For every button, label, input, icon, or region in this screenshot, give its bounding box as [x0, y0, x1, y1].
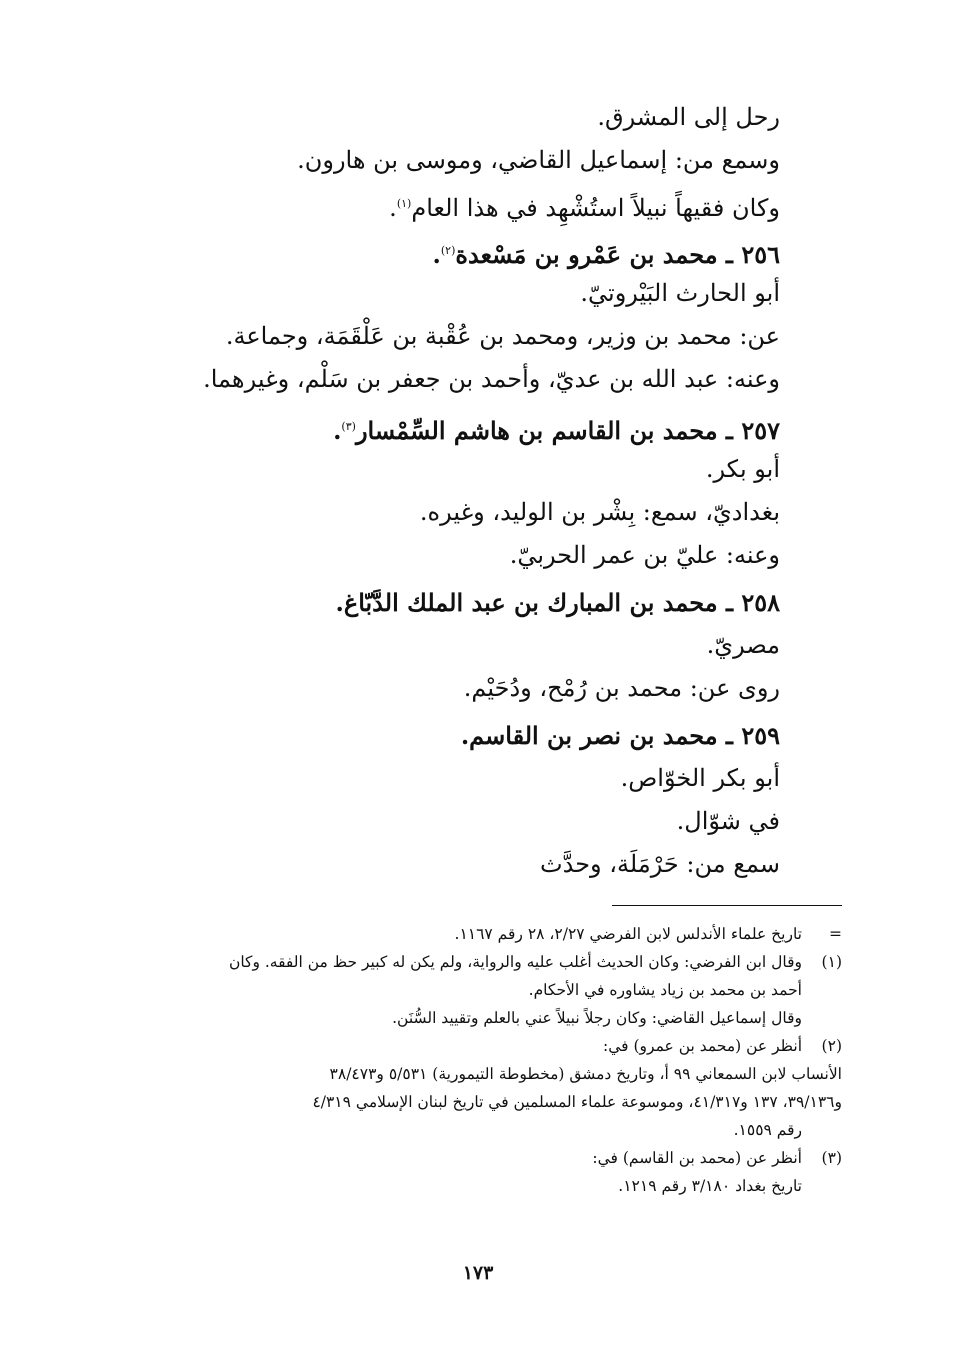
footnote-divider — [612, 905, 842, 906]
entry-heading: ٢٥٩ ـ محمد بن نصر بن القاسم. — [460, 721, 780, 750]
footnote-marker: (٢) — [821, 1037, 842, 1055]
text-line: في شوّال. — [676, 807, 780, 835]
footnote-line: الأنساب لابن السمعاني ٩٩ أ، وتاريخ دمشق (مخطوطة التيمورية) ٥/٥٣١ و٣٨/٤٧٣ — [329, 1065, 842, 1083]
text-span: . — [389, 194, 397, 222]
text-line — [180, 182, 780, 225]
footnote-2 — [122, 1032, 842, 1144]
footnote-1 — [122, 948, 842, 1032]
text-line: سمع من: حَرْمَلَة، وحدَّث — [540, 850, 780, 878]
footnote-line: و٣٩/١٣٦، ١٣٧ و٤١/٣١٧، وموسوعة علماء المسلمين في تاريخ لبنان الإسلامي ٤/٣١٩ — [312, 1093, 842, 1111]
footnote-body — [122, 1144, 802, 1200]
text-line: بغداديّ، سمع: بِشْر بن الوليد، وغيره. — [419, 498, 780, 526]
footnote-line: تاريخ علماء الأندلس لابن الفرضي ٢/٢٧، ٢٨ رقم ١١٦٧. — [454, 925, 802, 943]
text-line: أبو بكر الخوّاص. — [620, 764, 780, 792]
text-line: عن: محمد بن وزير، ومحمد بن عُقْبة بن عَلْقَمَة، وجماعة. — [225, 322, 780, 350]
main-text — [180, 96, 780, 886]
footnote-marker: (٣) — [821, 1149, 842, 1167]
text-line: أبو بكر. — [705, 455, 780, 483]
footnote-body — [122, 948, 802, 1032]
text-line: رحل إلى المشرق. — [597, 103, 780, 131]
footnote-line: أنظر عن (محمد بن القاسم) في: — [592, 1149, 802, 1167]
entry-heading — [180, 229, 780, 272]
footnote-body — [122, 920, 802, 948]
footnote-line: أنظر عن (محمد بن عمرو) في: — [603, 1037, 802, 1055]
footnote-ref[interactable]: (١) — [396, 197, 412, 210]
text-line: روى عن: محمد بن رُمْح، ودُحَيْم. — [463, 674, 780, 702]
footnote-marker: (١) — [821, 953, 842, 971]
text-span: وكان فقيهاً نبيلاً استُشْهِد في هذا العام — [411, 194, 780, 222]
footnote-line: رقم ١٥٥٩. — [733, 1121, 802, 1139]
text-span: . — [432, 240, 441, 269]
entry-heading: ٢٥٨ ـ محمد بن المبارك بن عبد الملك الدَّبّاغ. — [335, 588, 780, 617]
footnote-3 — [122, 1144, 842, 1200]
footnote-line: تاريخ بغداد ٣/١٨٠ رقم ١٢١٩. — [618, 1177, 802, 1195]
footnotes — [122, 920, 842, 1200]
footnote-line: أحمد بن محمد بن زياد يشاوره في الأحكام. — [528, 981, 802, 999]
text-span: . — [333, 416, 342, 445]
text-line: مصريّ. — [706, 631, 780, 659]
footnote-line: وقال ابن الفرضي: وكان الحديث أغلب عليه والرواية، ولم يكن له كبير حظ من الفقه. وكان — [228, 953, 802, 971]
entry-heading — [180, 405, 780, 448]
footnote-body — [122, 1032, 842, 1144]
footnote-ref[interactable]: (٢) — [440, 244, 456, 257]
footnote-ref[interactable]: (٣) — [341, 420, 356, 433]
footnote-continuation — [122, 920, 842, 948]
text-line: وعنه: عليّ بن عمر الحربيّ. — [509, 541, 780, 569]
entry-title: ٢٥٧ ـ محمد بن القاسم بن هاشم السِّمْسار — [355, 416, 780, 445]
page-number: ١٧٣ — [462, 1262, 494, 1284]
entry-title: ٢٥٦ ـ محمد بن عَمْرو بن مَسْعدة — [455, 240, 780, 269]
footnote-marker: = — [829, 925, 842, 943]
text-line: أبو الحارث البَيْروتيّ. — [580, 279, 780, 307]
text-line: وعنه: عبد الله بن عديّ، وأحمد بن جعفر بن سَلْم، وغيرهما. — [203, 365, 780, 393]
footnote-line: وقال إسماعيل القاضي: وكان رجلاً نبيلاً عني بالعلم وتقييد السُّنَن. — [392, 1009, 802, 1027]
text-line: وسمع من: إسماعيل القاضي، وموسى بن هارون. — [297, 146, 780, 174]
